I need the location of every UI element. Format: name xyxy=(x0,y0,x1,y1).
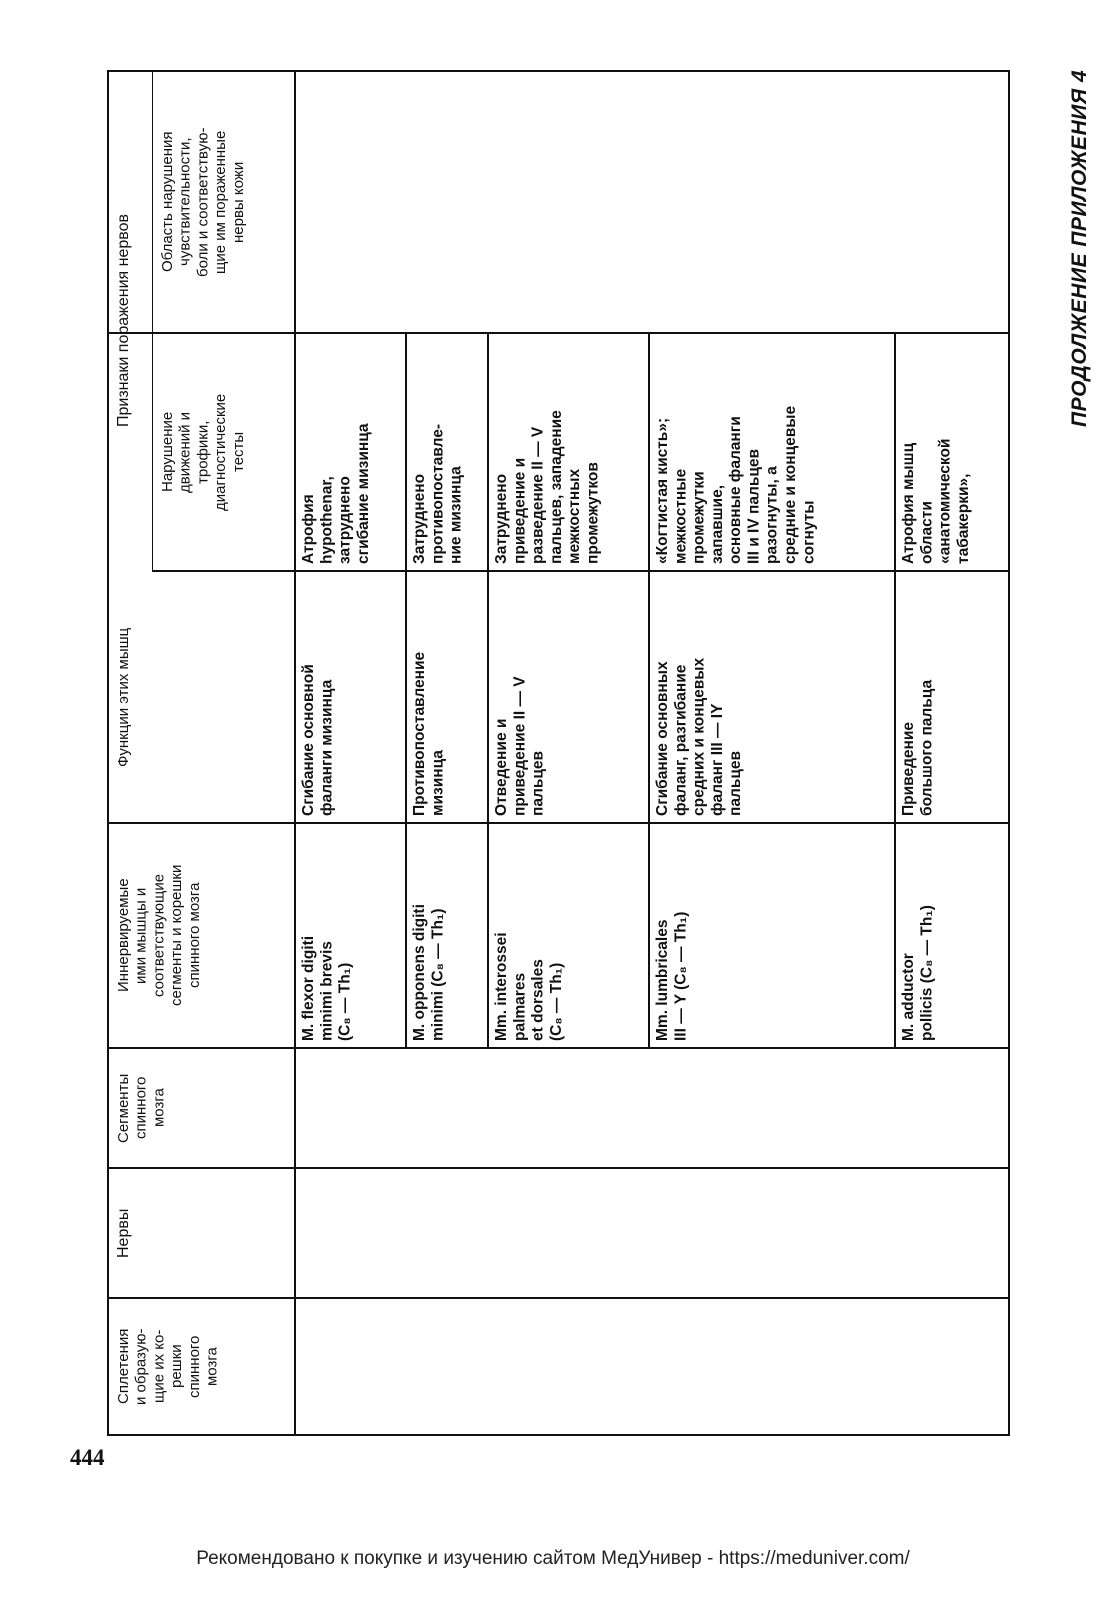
page-number: 444 xyxy=(70,1445,105,1470)
header-plexus: Сплетения и образую- щие их ко- решки спинного мозга xyxy=(115,1328,221,1405)
table-row-1-muscle: M. flexor digiti minimi brevis (C₈ — Th₁) xyxy=(300,935,354,1041)
header-nerves: Нервы xyxy=(115,1208,132,1258)
table-row-2-function: Противопоставление мизинца xyxy=(411,651,447,816)
header-movement: Нарушение движений и трофики, диагностические тесты xyxy=(159,393,247,511)
table-row-5-muscle: M. adductor pollicis (C₈ — Th₁) xyxy=(900,905,936,1041)
table-row-1-function: Сгибание основной фаланги мизинца xyxy=(300,664,336,816)
header-sensory: Область нарушения чувствительности, боли и соответствую- щие им пораженные нервы кожи xyxy=(159,127,247,277)
table-row-4-muscle: Mm. lumbricales III — Y (C₈ — Th₁) xyxy=(654,911,690,1041)
page-title: ПРОДОЛЖЕНИЕ ПРИЛОЖЕНИЯ 4 xyxy=(1068,70,1091,428)
table-row-3-function: Отведение и приведение II — V пальцев xyxy=(493,676,547,816)
nerve-lesion-table xyxy=(107,70,1010,1436)
table-row-1-movement: Атрофия hypothenar, затруднено сгибание мизинца xyxy=(300,423,372,564)
header-muscles: Иннервируемые ими мышцы и соответствующие сегменты и корешки спинного мозга xyxy=(115,864,203,1007)
table-row-3-movement: Затруднено приведение и разведение II — V пальцев, западение межкостных промежутков xyxy=(493,410,602,564)
table-row-5-movement: Атрофия мышц области «анатомической табакерки», xyxy=(900,438,972,564)
table-row-4-function: Сгибание основных фаланг, разгибание средних и концевых фаланг III — IY пальцев xyxy=(654,657,745,816)
header-signs-group: Признаки поражения нервов xyxy=(115,214,132,428)
footer-notice: Рекомендовано к покупке и изучению сайтом МедУнивер - https://meduniver.com/ xyxy=(196,1548,910,1569)
table-row-5-function: Приведение большого пальца xyxy=(900,679,936,816)
table-row-2-muscle: M. opponens digiti minimi (C₈ — Th₁) xyxy=(411,904,447,1041)
table-row-4-movement: «Когтистая кисть»; межкостные промежутки запавшие, основные фаланги III и IV пальцев разогнуты, а средние и концевые согнуты xyxy=(654,405,818,564)
table-row-2-movement: Затруднено противопоставле- ние мизинца xyxy=(411,423,465,564)
header-segments: Сегменты спинного мозга xyxy=(115,1073,168,1143)
table-row-3-muscle: Mm. interossei palmares et dorsales (C₈ — Th₁) xyxy=(493,932,565,1041)
header-functions: Функции этих мышц xyxy=(115,627,132,767)
